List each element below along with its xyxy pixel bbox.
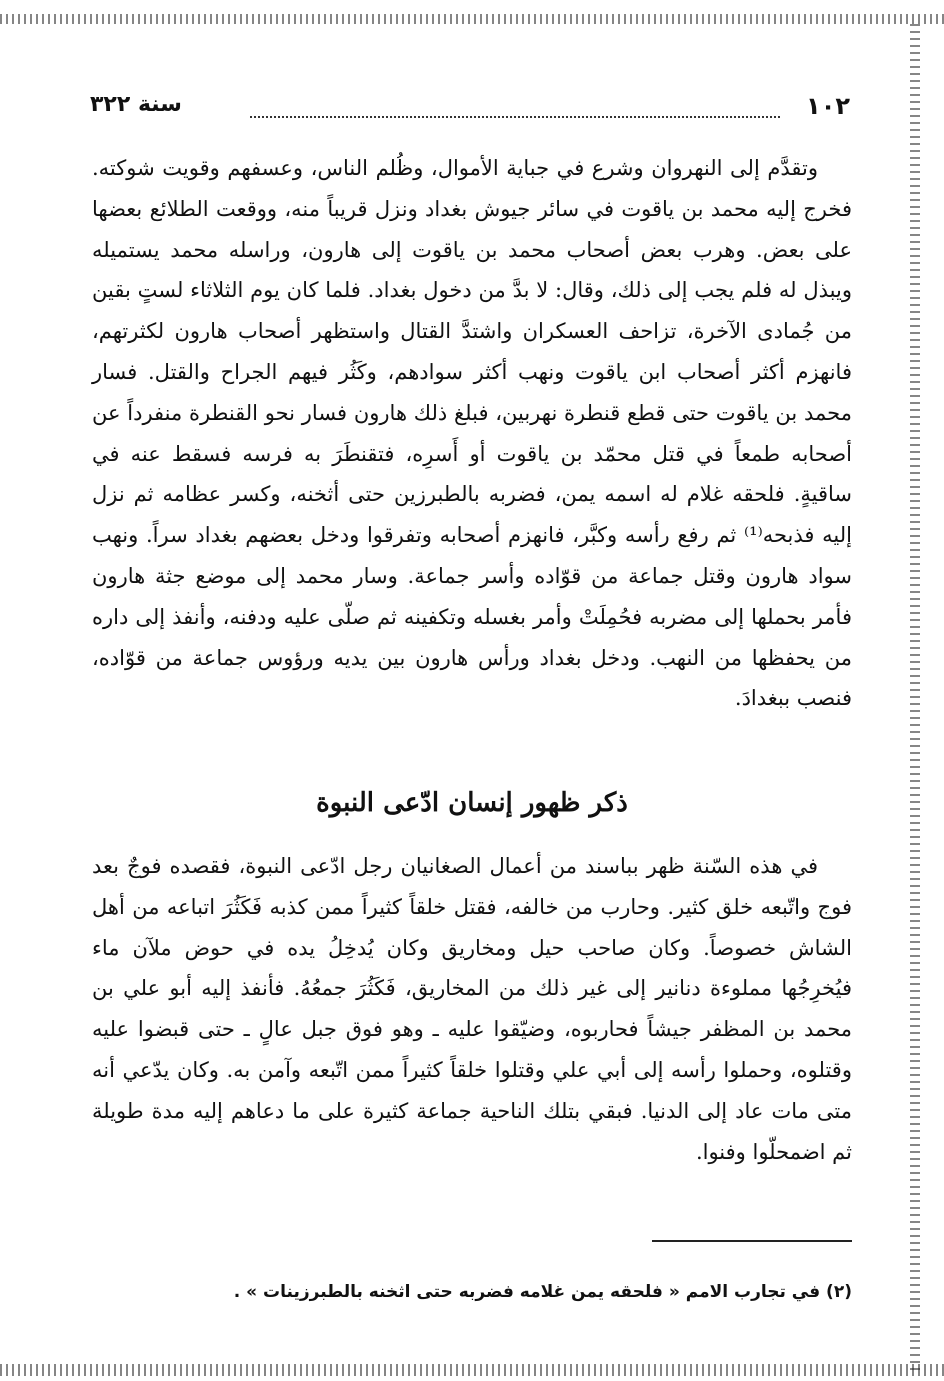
header-dotted-leader (250, 116, 780, 118)
section-text-block (92, 846, 852, 1172)
running-head: سنة ٣٢٢ (90, 92, 182, 117)
section-paragraph: في هذه السّنة ظهر بباسند من أعمال الصغانيان رجل ادّعى النبوة، فقصده فوجٌ بعد فوج واتّبعه خلق كثير. وحارب من خالفه، فقتل خلقاً كثيراً ممن كذبه فَكَثُرَ اتباعه من أهل الشاش خصوصاً. وكان صاحب حيل ومخاريق وكان يُدخِلُ يده في حوض ملآن ماء فيُخرِجُها مملوءة دنانير إلى غير ذلك من المخاريق، فَكَثُرَ جمعُهُ. فأنفذ إليه أبو علي بن محمد بن المظفر جيشاً فحاربوه، وضيّقوا عليه ـ وهو فوق جبل عالٍ ـ حتى قبضوا عليه وقتلوه، وحملوا رأسه إلى أبي علي وقتلوا خلقاً كثيراً ممن اتّبعه وآمن به. وكان يدّعي أنه متى مات عاد إلى الدنيا. فبقي بتلك الناحية جماعة كثيرة على ما دعاهم إليه مدة طويلة ثم اضمحلّوا وفنوا. (92, 854, 852, 1164)
page-header (90, 92, 850, 132)
top-ornamental-border (0, 14, 944, 24)
footnote-divider (652, 1240, 852, 1242)
main-paragraph: وتقدَّم إلى النهروان وشرع في جباية الأموال، وظُلم الناس، وعسفهم وقويت شوكته. فخرج إليه محمد بن ياقوت في سائر جيوش بغداد ونزل قريباً منه، ووقعت الطلائع بعضها على بعض. وهرب بعض أصحاب محمد بن ياقوت إلى هارون، وراسله محمد يستميله ويبذل له فلم يجب إلى ذلك، وقال: لا بدَّ من دخول بغداد. فلما كان يوم الثلاثاء لستٍ بقين من جُمادى الآخرة، تزاحف العسكران واشتدَّ القتال واستظهر أصحاب هارون لكثرتهم، فانهزم أكثر أصحاب ابن ياقوت ونهب أكثر سوادهم، وكَثُر فيهم الجراح والقتل. فسار محمد بن ياقوت حتى قطع قنطرة نهربين، فبلغ ذلك هارون فسار نحو القنطرة منفرداً عن أصحابه طمعاً في قتل محمّد بن ياقوت أو أَسرِه، فتقنطَرَ به فرسه فسقط عنه في ساقيةٍ. فلحقه غلام له اسمه يمن، فضربه بالطبرزين حتى أثخنه، وكسر عظامه ثم نزل إليه فذبحه⁽¹⁾ ثم رفع رأسه وكبَّر، فانهزم أصحابه وتفرقوا ودخل بعضهم بغداد سراً. ونهب سواد هارون وقتل جماعة من قوّاده وأسر جماعة. وسار محمد إلى موضع جثة هارون فأمر بحملها إلى مضربه فحُمِلَتْ وأمر بغسله وتكفينه ثم صلّى عليه ودفنه، وأنفذ إلى داره من يحفظها من النهب. ودخل بغداد ورأس هارون بين يديه ورؤوس جماعة من قوّاده، فنصب ببغدادَ. (92, 156, 852, 711)
right-ornamental-border (910, 22, 920, 1370)
section-title: ذكر ظهور إنسان ادّعى النبوة (316, 788, 628, 818)
footnote: (٢) في تجارب الامم « فلحقه يمن غلامه فضربه حتى اثخنه بالطبرزينات » . (233, 1282, 852, 1302)
bottom-ornamental-border (0, 1364, 944, 1376)
main-text-block (92, 148, 852, 719)
page-number: ١٠٢ (806, 92, 850, 120)
